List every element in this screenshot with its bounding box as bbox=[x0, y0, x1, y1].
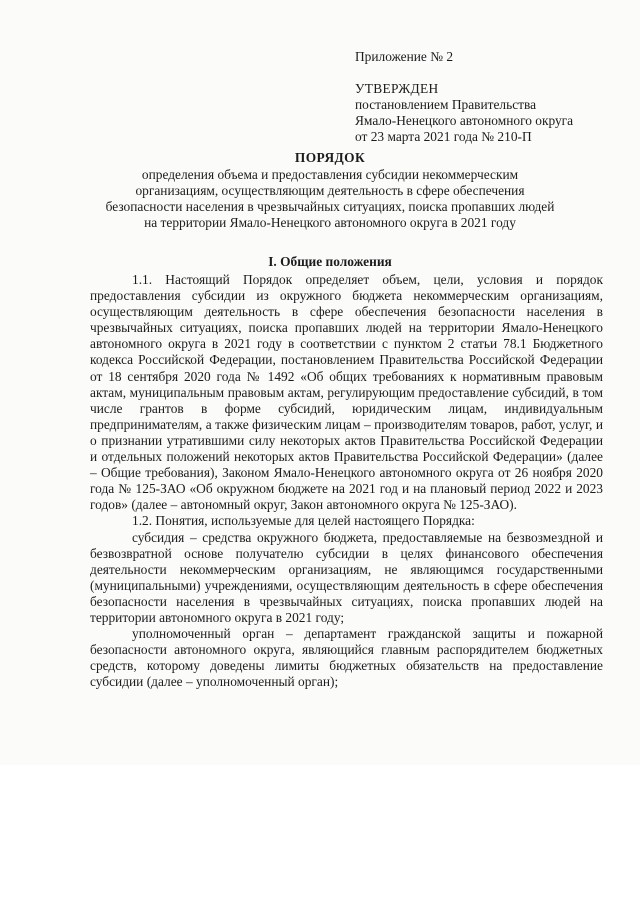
approved-label: УТВЕРЖДЕН bbox=[355, 81, 439, 96]
definition-authorized-body: уполномоченный орган – департамент гражданской защиты и пожарной безопасности автономного округа, являющийся главным распорядителем бюджетных средств, которому доведены лимиты бюджетных обязательств на предоставление субсидии (далее – уполномоченный орган); bbox=[90, 626, 603, 690]
document-subtitle: определения объема и предоставления субсидии некоммерческим организациям, осуществляющим деятельность в сфере обеспечения безопасности населения в чрезвычайных ситуациях, поиска пропавших людей на территории Ямало-Ненецкого автономного округа в 2021 году bbox=[105, 167, 555, 231]
approval-line-3: от 23 марта 2021 года № 210-П bbox=[355, 129, 532, 144]
approval-block bbox=[355, 49, 615, 145]
paragraph-1-2: 1.2. Понятия, используемые для целей настоящего Порядка: bbox=[132, 513, 475, 529]
paragraph-1-1: 1.1. Настоящий Порядок определяет объем, цели, условия и порядок предоставления субсидии из окружного бюджета некоммерческим организациям, осуществляющим деятельность в сфере обеспечения безопасности населения в чрезвычайных ситуациях, поиска пропавших людей на территории Ямало-Ненецкого автономного округа в 2021 году в соответствии с пунктом 2 статьи 78.1 Бюджетного кодекса Российской Федерации, постановлением Правительства Российской Федерации от 18 сентября 2020 года № 1492 «Об общих требованиях к нормативным правовым актам, муниципальным правовым актам, регулирующим предоставление субсидий, в том числе грантов в форме субсидий, юридическим лицам, индивидуальным предпринимателям, а также физическим лицам – производителям товаров, работ, услуг, и о признании утратившими силу некоторых актов Правительства Российской Федерации и отдельных положений некоторых актов Правительства Российской Федерации» (далее – Общие требования), Законом Ямало-Ненецкого автономного округа от 26 ноября 2020 года № 125-ЗАО «Об окружном бюджете на 2021 год и на плановый период 2022 и 2023 годов» (далее – автономный округ, Закон автономного округа № 125-ЗАО). bbox=[90, 272, 603, 513]
document-title: ПОРЯДОК bbox=[294, 150, 366, 165]
page-bottom-margin bbox=[0, 765, 640, 905]
approval-line-1: постановлением Правительства bbox=[355, 97, 537, 112]
appendix-label: Приложение № 2 bbox=[355, 49, 454, 64]
body-text bbox=[90, 272, 603, 690]
approval-line-2: Ямало-Ненецкого автономного округа bbox=[355, 113, 574, 128]
definition-subsidy: субсидия – средства окружного бюджета, предоставляемые на безвозмездной и безвозвратной основе получателю субсидии в целях финансового обеспечения деятельности некоммерческим организациям, не являющимся государственными (муниципальными) учреждениями, осуществляющим деятельность в сфере обеспечения безопасности населения в чрезвычайных ситуациях, поиска пропавших людей на территории автономного округа в 2021 году; bbox=[90, 529, 603, 625]
section-title: I. Общие положения bbox=[268, 254, 392, 269]
